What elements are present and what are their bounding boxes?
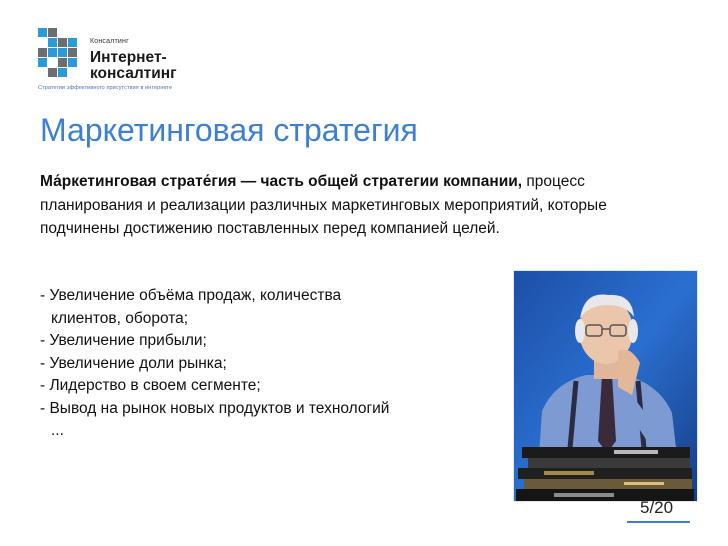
slide-title: Маркетинговая стратегия [40,112,418,148]
logo-name [90,50,200,82]
goal-item [40,330,520,353]
logo-tagline: Стратегии эффективного присутствия в интернете [38,85,173,91]
logo-name-line2: консалтинг [90,65,177,82]
page-number-underline [627,521,690,523]
company-logo [38,28,188,94]
goal-text: - Увеличение объёма продаж, количества [40,287,342,304]
goal-text: - Увеличение прибыли; [40,332,207,349]
goal-item [40,398,520,443]
goal-item [40,375,520,398]
goal-continuation: ... [51,422,64,439]
definition-text: процесс планирования и реализации различных маркетинговых мероприятий, которые подчинены достижению поставленных перед компанией целей. [40,173,607,237]
page-number: 5/20 [640,498,674,517]
goal-item [40,285,520,330]
logo-mark-icon [38,28,78,82]
goal-item [40,353,520,376]
goal-text: - Лидерство в своем сегменте; [40,377,261,394]
goal-text: - Вывод на рынок новых продуктов и технологий [40,399,390,417]
logo-name-line1: Интернет- [90,49,167,66]
definition-paragraph [40,170,650,241]
goals-list [40,285,520,443]
goal-text: - Увеличение доли рынка; [40,354,227,372]
logo-small-text: Консалтинг [90,38,129,45]
definition-term: Ма́ркетинговая страте́гия — часть общей стратегии компании, [40,173,523,190]
portrait-illustration [514,271,697,501]
goal-continuation: клиентов, оборота; [51,309,189,327]
portrait-photo [513,270,698,502]
